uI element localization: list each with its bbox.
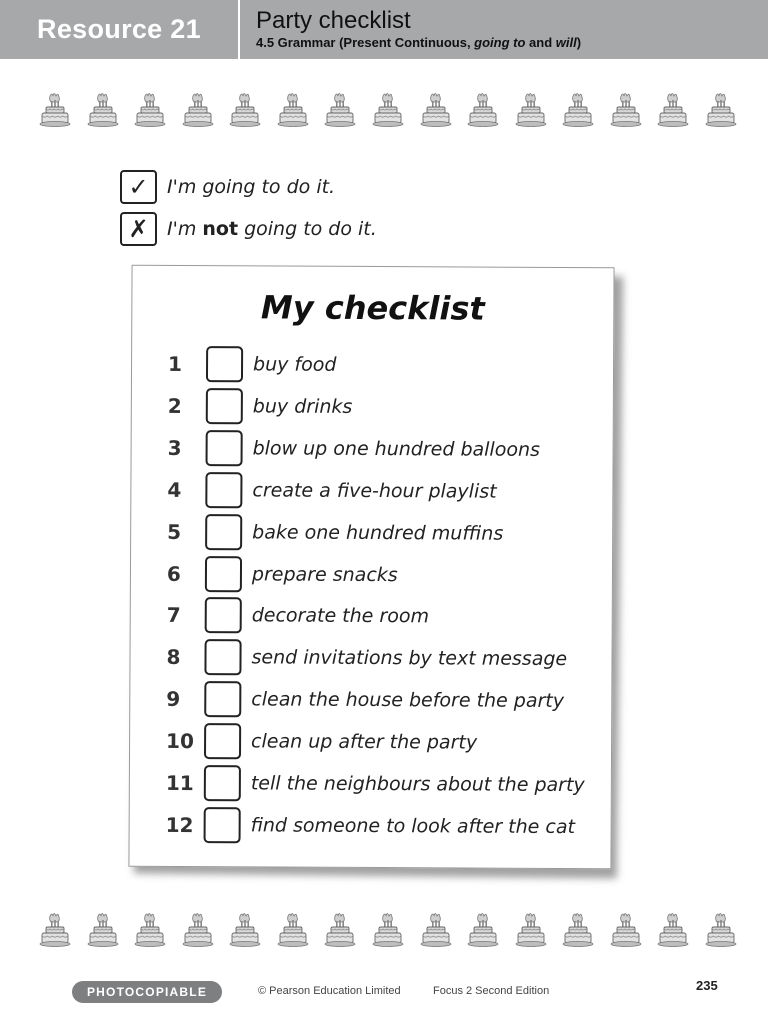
item-checkbox[interactable] bbox=[205, 598, 242, 634]
cake-icon bbox=[38, 92, 72, 128]
cake-icon bbox=[276, 92, 310, 128]
cake-icon bbox=[466, 912, 500, 948]
item-text: blow up one hundred balloons bbox=[252, 437, 541, 461]
legend-going bbox=[120, 170, 335, 204]
page-number: 235 bbox=[696, 978, 718, 993]
cake-icon bbox=[86, 912, 120, 948]
item-checkbox[interactable] bbox=[204, 765, 241, 801]
cake-icon bbox=[466, 92, 500, 128]
item-checkbox[interactable] bbox=[204, 681, 241, 717]
cake-icon bbox=[419, 92, 453, 128]
item-number: 4 bbox=[167, 477, 182, 502]
resource-label: Resource 21 bbox=[37, 14, 201, 44]
subtitle-suffix: ) bbox=[576, 35, 582, 50]
legend-going-text: I'm going to do it. bbox=[167, 176, 336, 198]
item-checkbox[interactable] bbox=[204, 639, 241, 675]
subtitle-emphasis-will: will bbox=[555, 35, 577, 50]
photocopiable-badge: PHOTOCOPIABLE bbox=[72, 981, 222, 1003]
item-checkbox[interactable] bbox=[205, 556, 242, 592]
cake-icon bbox=[133, 912, 167, 948]
checklist-item bbox=[166, 681, 564, 719]
item-number: 3 bbox=[167, 435, 182, 460]
cake-icon bbox=[276, 912, 310, 948]
item-text: clean up after the party bbox=[251, 730, 478, 754]
cake-icon bbox=[656, 92, 690, 128]
cake-icon bbox=[323, 912, 357, 948]
cake-icon bbox=[181, 92, 215, 128]
page-title: Party checklist bbox=[256, 7, 411, 34]
cake-icon bbox=[38, 912, 72, 948]
cake-icon bbox=[704, 92, 738, 128]
checklist-item bbox=[166, 723, 477, 761]
item-number: 12 bbox=[165, 812, 194, 837]
checklist-item bbox=[167, 597, 429, 634]
item-checkbox[interactable] bbox=[205, 514, 242, 550]
legend-not-going bbox=[120, 212, 377, 246]
cake-icon bbox=[704, 912, 738, 948]
checklist-title: My checklist bbox=[260, 288, 485, 328]
item-text: decorate the room bbox=[251, 604, 430, 628]
cake-icon bbox=[514, 912, 548, 948]
cake-icon bbox=[133, 92, 167, 128]
cake-icon bbox=[609, 912, 643, 948]
edition-text: Focus 2 Second Edition bbox=[433, 985, 550, 997]
item-text: prepare snacks bbox=[251, 562, 398, 586]
checklist-paper bbox=[128, 265, 614, 870]
cake-icon bbox=[228, 912, 262, 948]
cake-row-bottom bbox=[38, 912, 738, 948]
page-subtitle bbox=[256, 35, 581, 50]
subtitle-emphasis-going-to: going to bbox=[474, 35, 526, 50]
checklist-item bbox=[168, 430, 541, 468]
item-number: 6 bbox=[166, 561, 181, 586]
cake-icon bbox=[609, 92, 643, 128]
item-number: 7 bbox=[166, 603, 181, 628]
item-checkbox[interactable] bbox=[204, 807, 241, 843]
item-number: 9 bbox=[166, 687, 181, 712]
item-text: create a five-hour playlist bbox=[252, 479, 497, 503]
item-checkbox[interactable] bbox=[205, 472, 242, 508]
subtitle-mid: and bbox=[525, 35, 556, 50]
cake-icon bbox=[371, 912, 405, 948]
checklist-item bbox=[166, 639, 567, 677]
checklist-item bbox=[167, 472, 496, 510]
item-text: find someone to look after the cat bbox=[250, 814, 576, 838]
cake-icon bbox=[656, 912, 690, 948]
item-number: 10 bbox=[166, 729, 194, 754]
resource-header bbox=[0, 0, 768, 59]
header-divider bbox=[238, 0, 240, 59]
cake-icon bbox=[228, 92, 262, 128]
item-text: bake one hundred muffins bbox=[252, 520, 504, 545]
copyright-text: © Pearson Education Limited bbox=[258, 985, 401, 997]
cake-icon bbox=[419, 912, 453, 948]
checklist-item bbox=[168, 388, 353, 425]
item-number: 2 bbox=[167, 393, 182, 418]
item-number: 5 bbox=[167, 519, 182, 544]
item-number: 8 bbox=[166, 645, 181, 670]
checklist-item bbox=[166, 765, 585, 803]
cake-icon bbox=[514, 92, 548, 128]
checklist-item bbox=[167, 514, 503, 552]
item-text: tell the neighbours about the party bbox=[250, 772, 585, 797]
item-checkbox[interactable] bbox=[206, 430, 243, 466]
item-text: clean the house before the party bbox=[251, 688, 565, 713]
cake-icon bbox=[86, 92, 120, 128]
cake-icon bbox=[561, 912, 595, 948]
subtitle-prefix: 4.5 Grammar (Present Continuous, bbox=[256, 35, 475, 50]
cake-icon bbox=[371, 92, 405, 128]
legend-not-going-text: I'm not going to do it. bbox=[167, 218, 377, 240]
item-checkbox[interactable] bbox=[206, 346, 243, 382]
item-number: 1 bbox=[167, 351, 183, 377]
cake-icon bbox=[181, 912, 215, 948]
checklist-item bbox=[166, 807, 575, 845]
checklist-item bbox=[167, 555, 398, 592]
cross-icon: ✗ bbox=[120, 212, 157, 246]
cake-row-top bbox=[38, 92, 738, 128]
item-number: 11 bbox=[165, 770, 194, 796]
cake-icon bbox=[323, 92, 357, 128]
item-text: buy food bbox=[253, 353, 337, 376]
item-checkbox[interactable] bbox=[206, 388, 243, 424]
item-text: send invitations by text message bbox=[251, 646, 568, 671]
tick-icon: ✓ bbox=[120, 170, 157, 204]
item-text: buy drinks bbox=[252, 395, 353, 418]
item-checkbox[interactable] bbox=[204, 723, 241, 759]
cake-icon bbox=[561, 92, 595, 128]
checklist-item bbox=[168, 346, 337, 383]
